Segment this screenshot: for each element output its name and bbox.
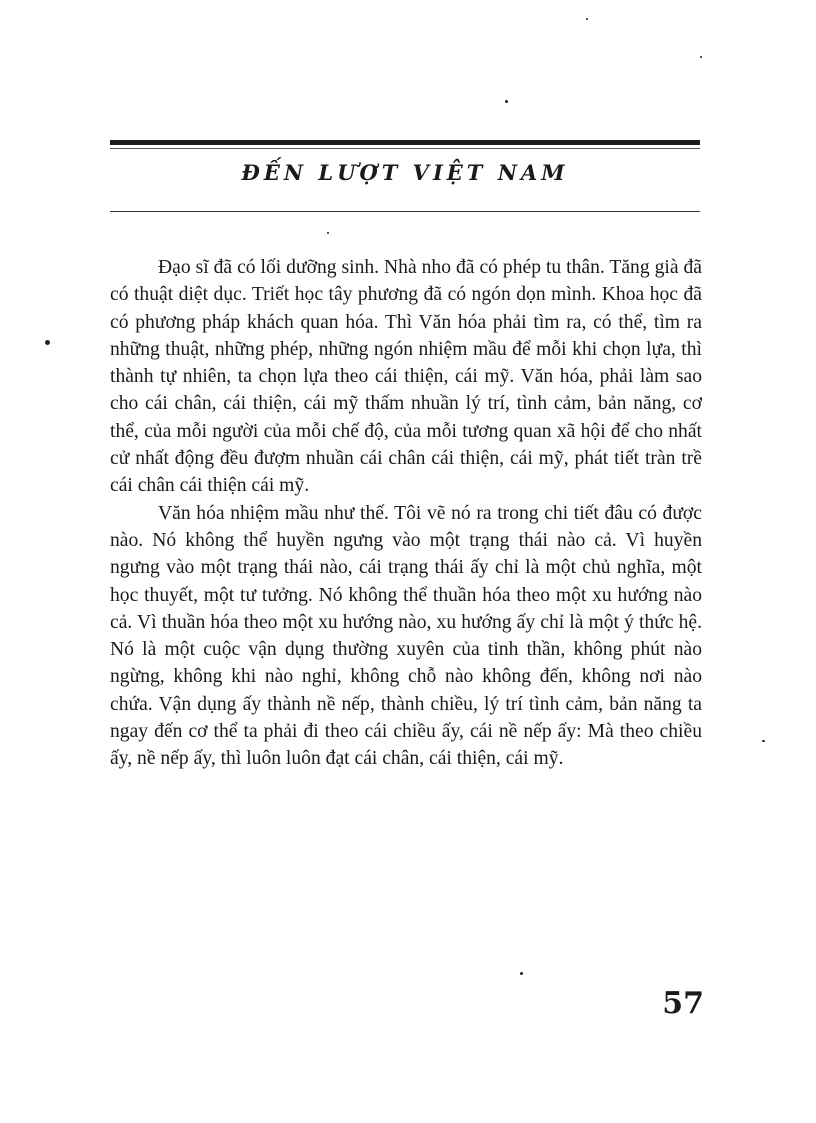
paragraph-1: Đạo sĩ đã có lối dưỡng sinh. Nhà nho đã có phép tu thân. Tăng già đã có thuật diệt dục. Triết học tây phương đã có ngón dọn mình. Khoa học đã có phương pháp khách quan hóa. Thì Văn hóa phải tìm ra, có thể, tìm ra những thuật, những phép, những ngón nhiệm mầu để mỗi khi chọn lựa, thì thành tự nhiên, ta chọn lựa theo cái thiện, cái mỹ. Văn hóa, phải làm sao cho cái chân, cái thiện, cái mỹ thấm nhuần lý trí, tình cảm, bản năng, cơ thể, của mỗi người của mỗi chế độ, của mỗi tương quan xã hội để cho nhất cử nhất động đều đượm nhuần cái chân cái thiện, cái mỹ, phát tiết tràn trề cái chân cái thiện cái mỹ. xyxy=(110,257,702,497)
scan-speck xyxy=(520,972,523,975)
header-rule-thick xyxy=(110,140,700,145)
running-head: ĐẾN LƯỢT VIỆT NAM xyxy=(241,160,569,185)
paragraph-2: Văn hóa nhiệm mầu như thế. Tôi vẽ nó ra trong chi tiết đâu có được nào. Nó không thể huyền ngưng vào một trạng thái nào cả. Vì huyền ngưng vào một trạng thái nào, cái trạng thái ấy chỉ là một chủ nghĩa, một học thuyết, một tư tưởng. Nó không thể thuần hóa theo một xu hướng nào cả. Vì thuần hóa theo một xu hướng nào, xu hướng ấy chỉ là một ý thức hệ. Nó là một cuộc vận dụng thường xuyên của tinh thần, không phút nào ngừng, không khi nào nghỉ, không chỗ nào không đến, không nơi nào chứa. Vận dụng ấy thành nề nếp, thành chiều, lý trí tình cảm, bản năng ta ngay đến cơ thể ta phải đi theo cái chiều ấy, cái nề nếp ấy: Mà theo chiều ấy, nề nếp ấy, thì luôn luôn đạt cái chân, cái thiện, cái mỹ. xyxy=(110,502,702,770)
scan-speck xyxy=(45,340,50,345)
body-text xyxy=(110,254,702,773)
scan-speck xyxy=(700,56,702,58)
scan-speck xyxy=(762,740,765,742)
header-rule-thin xyxy=(110,148,700,149)
scan-speck xyxy=(586,18,588,20)
scan-speck xyxy=(505,100,508,103)
page-number: 57 xyxy=(662,986,704,1021)
header-rule-bottom xyxy=(110,211,700,212)
scan-speck xyxy=(327,232,329,234)
